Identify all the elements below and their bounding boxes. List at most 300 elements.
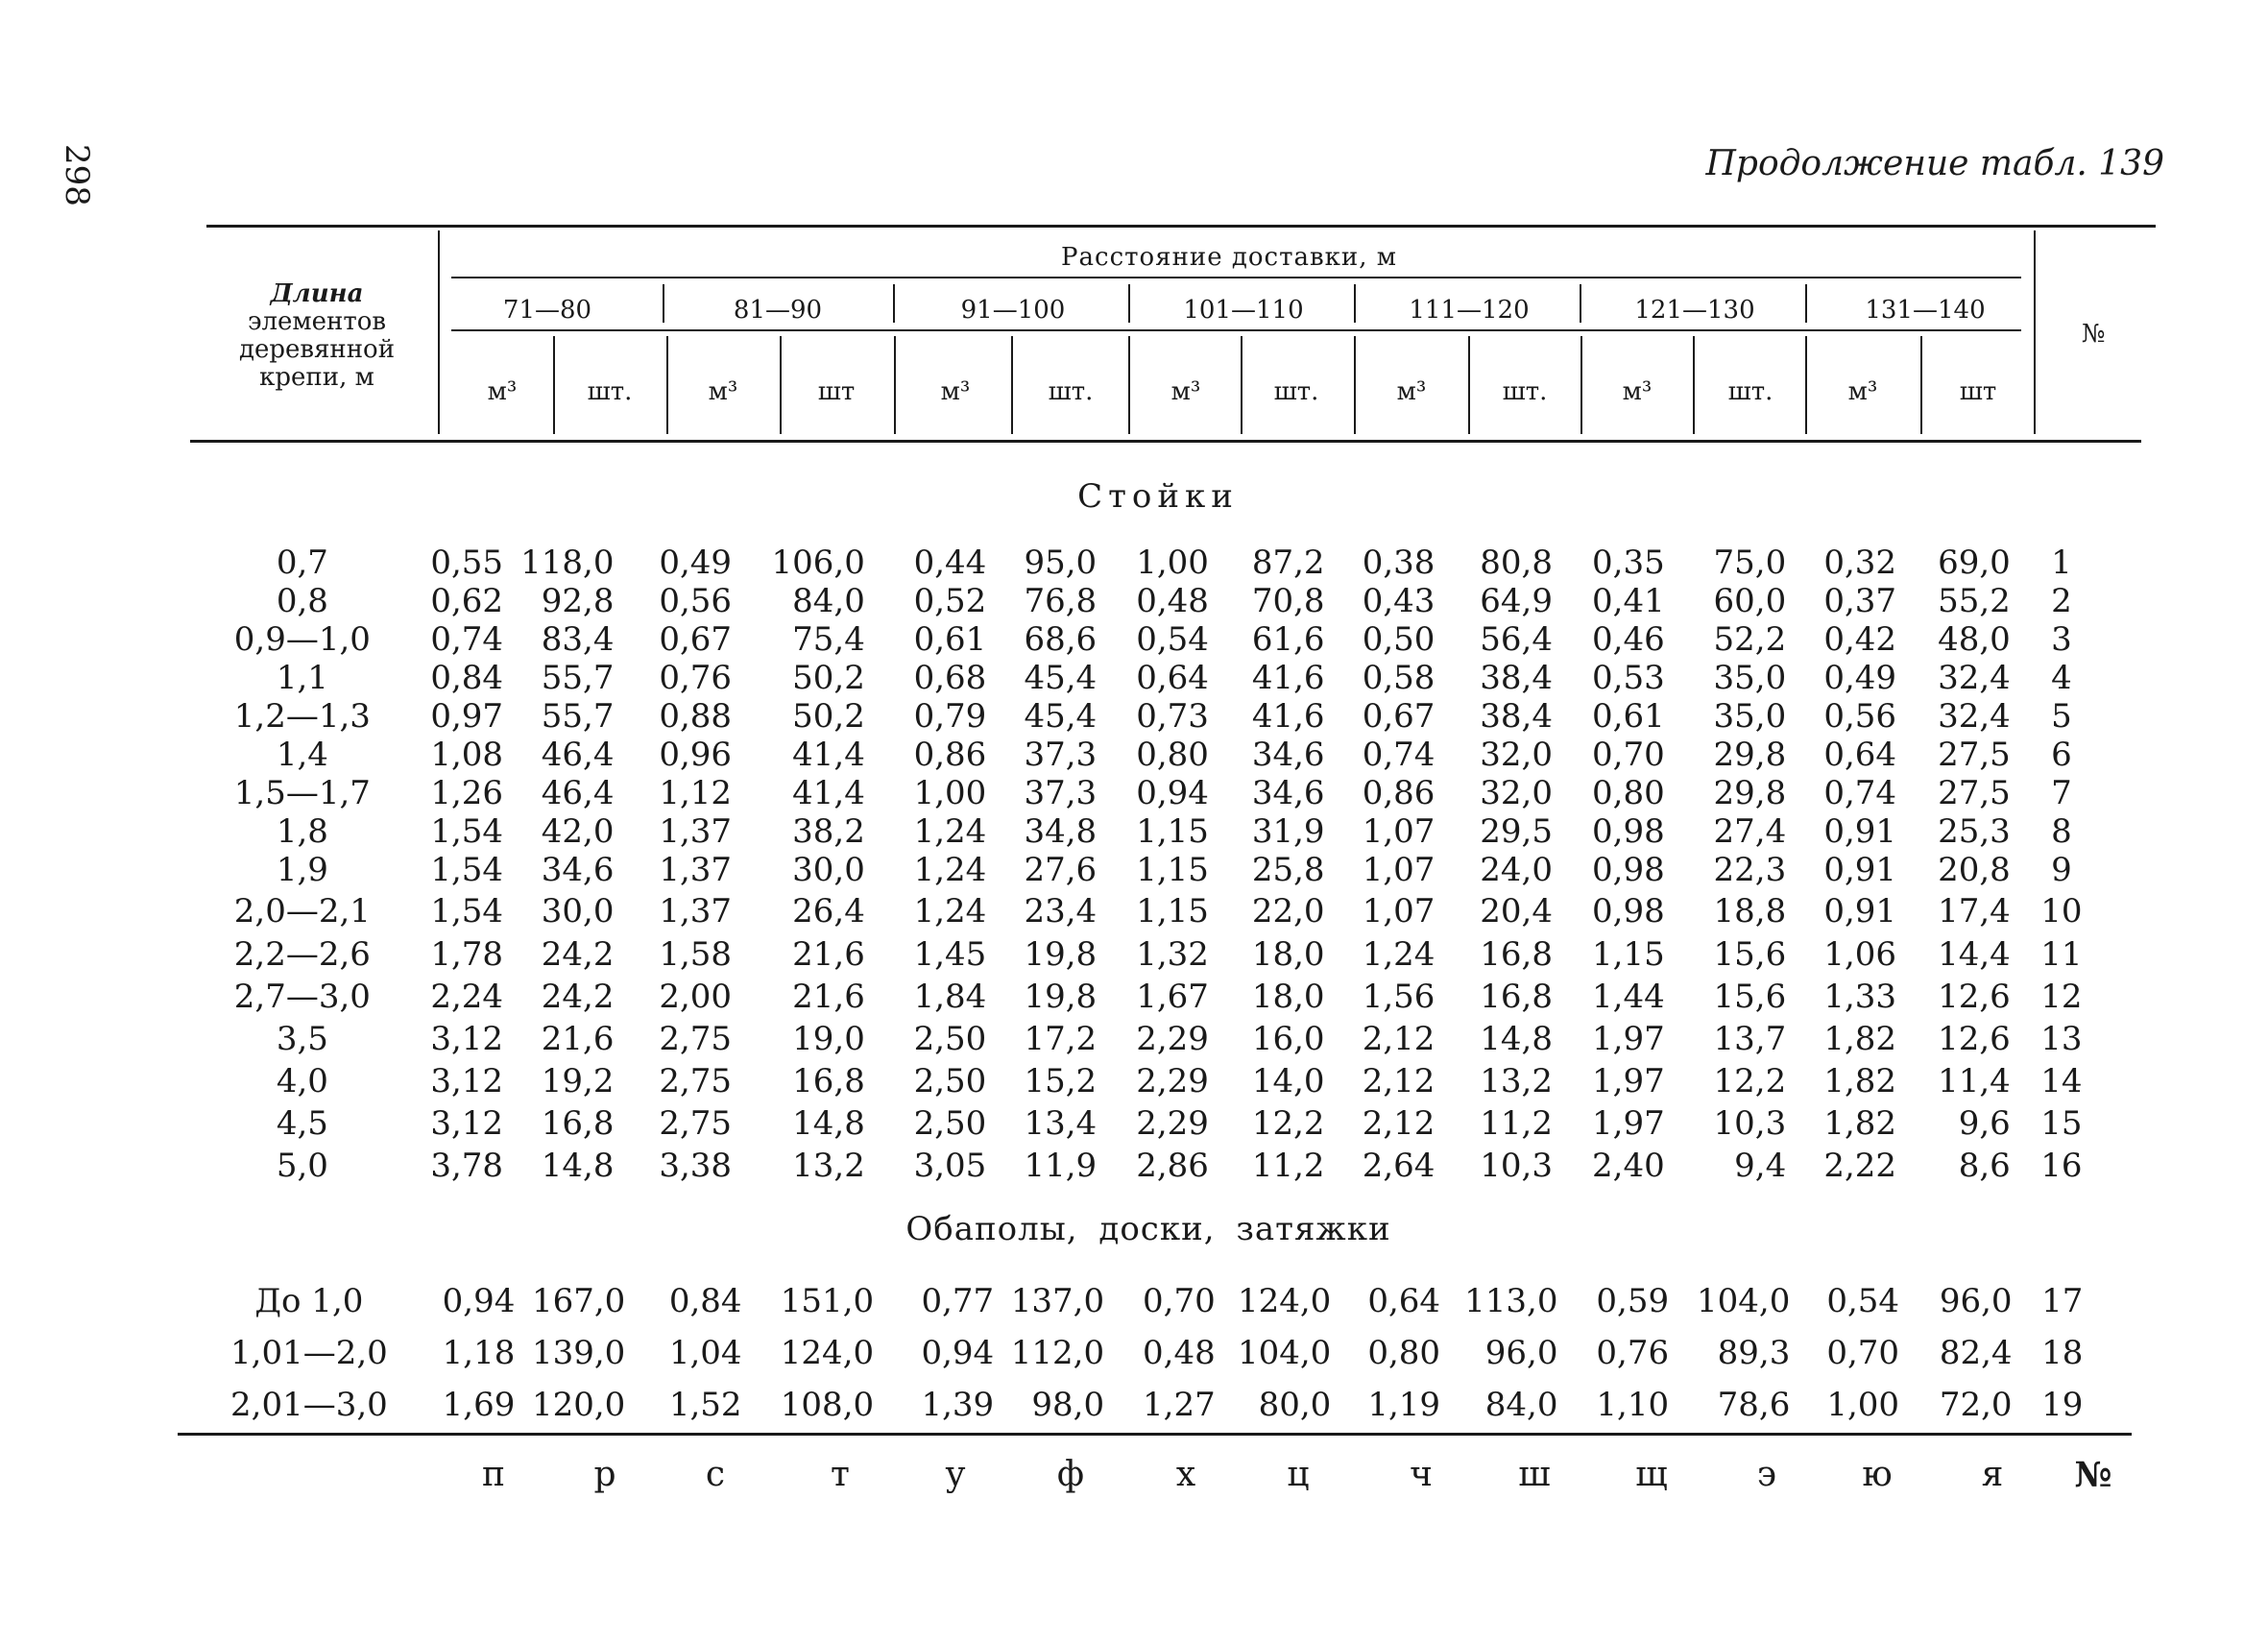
count-cell: 24,2 [541,978,615,1016]
volume-cell: 3,38 [659,1147,733,1185]
table-row [230,976,2112,1018]
count-cell: 27,5 [1938,774,2011,812]
count-cell: 60,0 [1713,582,1787,620]
table-row [230,544,2112,582]
count-cell: 37,3 [1024,736,1098,774]
count-cell: 70,8 [1251,582,1325,620]
volume-cell: 1,52 [668,1386,742,1424]
count-cell: 16,8 [1480,935,1553,974]
count-cell: 124,0 [780,1334,875,1372]
volume-cell: 0,54 [1826,1282,1900,1320]
unit-label: шт. [587,377,633,406]
count-cell: 98,0 [1031,1386,1105,1424]
row-number-cell: 4 [2051,659,2072,697]
volume-cell: 1,12 [659,774,733,812]
length-cell: До 1,0 [254,1282,364,1320]
footer-letter: ю [1862,1455,1893,1494]
volume-cell: 1,84 [913,978,987,1016]
volume-cell: 1,54 [430,812,504,851]
range-label: 131—140 [1865,296,1986,325]
count-cell: 104,0 [1237,1334,1332,1372]
count-cell: 87,2 [1251,544,1325,582]
length-cell: 2,0—2,1 [233,892,371,931]
count-cell: 48,0 [1938,620,2011,659]
volume-cell: 1,10 [1596,1386,1670,1424]
count-cell: 20,8 [1938,851,2011,889]
count-cell: 18,8 [1713,892,1787,931]
volume-cell: 1,54 [430,851,504,889]
unit-separator [1468,336,1470,434]
range-separator [1354,284,1356,323]
count-cell: 29,8 [1713,774,1787,812]
volume-cell: 1,97 [1592,1062,1665,1100]
count-cell: 19,8 [1024,978,1098,1016]
count-cell: 21,6 [541,1020,615,1058]
table-row [230,1379,2112,1431]
count-cell: 15,6 [1713,978,1787,1016]
volume-cell: 0,94 [1136,774,1209,812]
count-cell: 25,8 [1251,851,1325,889]
count-cell: 38,2 [792,812,865,851]
volume-cell: 1,67 [1136,978,1209,1016]
volume-cell: 0,91 [1823,812,1897,851]
unit-separator [894,336,896,434]
volume-cell: 2,29 [1136,1062,1209,1100]
volume-cell: 0,55 [430,544,504,582]
count-cell: 167,0 [531,1282,626,1320]
unit-separator [1354,336,1356,434]
row-number-cell: 9 [2051,851,2072,889]
table-row [230,1275,2112,1327]
volume-cell: 0,94 [442,1282,516,1320]
volume-cell: 0,56 [1823,697,1897,736]
count-cell: 35,0 [1713,659,1787,697]
count-cell: 10,3 [1713,1104,1787,1143]
volume-cell: 2,75 [659,1062,733,1100]
range-separator [1805,284,1807,323]
unit-label: шт [817,377,856,406]
length-cell: 1,8 [276,812,328,851]
volume-cell: 0,76 [1596,1334,1670,1372]
volume-cell: 0,38 [1362,544,1436,582]
volume-cell: 0,94 [921,1334,995,1372]
count-cell: 68,6 [1024,620,1098,659]
count-cell: 104,0 [1697,1282,1791,1320]
length-cell: 3,5 [276,1020,328,1058]
table-row [230,1102,2112,1145]
table-row [230,933,2112,976]
row-number-cell: 1 [2051,544,2072,582]
unit-separator [1241,336,1243,434]
volume-cell: 2,12 [1362,1062,1436,1100]
length-cell: 1,9 [276,851,328,889]
stub-header: Длина элементов деревянной крепи, м [238,279,396,392]
unit-separator [553,336,555,434]
table-row [230,812,2112,851]
count-cell: 37,3 [1024,774,1098,812]
volume-cell: 0,97 [430,697,504,736]
row-number-cell: 7 [2051,774,2072,812]
count-cell: 24,2 [541,935,615,974]
volume-cell: 1,15 [1136,812,1209,851]
section2-table [230,1275,2112,1431]
volume-cell: 0,49 [1823,659,1897,697]
section-title-obapoly: Обаполы, доски, затяжки [905,1210,1391,1248]
length-cell: 0,7 [276,544,328,582]
volume-cell: 1,27 [1143,1386,1216,1424]
volume-cell: 0,80 [1136,736,1209,774]
count-cell: 13,2 [1480,1062,1553,1100]
volume-cell: 1,54 [430,892,504,931]
header-bottom-rule [190,440,2141,443]
count-cell: 120,0 [531,1386,626,1424]
volume-cell: 0,48 [1143,1334,1216,1372]
count-cell: 78,6 [1717,1386,1791,1424]
count-cell: 118,0 [520,544,615,582]
row-number-cell: 17 [2041,1282,2084,1320]
table-row [230,582,2112,620]
table-row [230,659,2112,697]
volume-cell: 1,07 [1362,851,1436,889]
volume-cell: 0,77 [921,1282,995,1320]
row-number-cell: 13 [2040,1020,2083,1058]
count-cell: 16,8 [541,1104,615,1143]
table-row [230,1327,2112,1379]
volume-cell: 1,82 [1823,1104,1897,1143]
length-cell: 4,0 [276,1062,328,1100]
count-cell: 80,8 [1480,544,1553,582]
volume-cell: 2,75 [659,1104,733,1143]
volume-cell: 0,44 [913,544,987,582]
count-cell: 29,5 [1480,812,1553,851]
count-cell: 38,4 [1480,659,1553,697]
no-header: № [2081,320,2106,349]
volume-cell: 1,00 [1136,544,1209,582]
length-cell: 1,1 [276,659,328,697]
row-number-cell: 3 [2051,620,2072,659]
count-cell: 50,2 [792,697,865,736]
count-cell: 16,8 [792,1062,865,1100]
count-cell: 30,0 [541,892,615,931]
count-cell: 64,9 [1480,582,1553,620]
unit-label: шт. [1273,377,1319,406]
volume-cell: 0,42 [1823,620,1897,659]
volume-cell: 0,37 [1823,582,1897,620]
count-cell: 83,4 [541,620,615,659]
volume-cell: 2,40 [1592,1147,1665,1185]
count-cell: 14,8 [792,1104,865,1143]
volume-cell: 3,78 [430,1147,504,1185]
count-cell: 11,4 [1938,1062,2011,1100]
count-cell: 34,6 [541,851,615,889]
count-cell: 45,4 [1024,697,1098,736]
volume-cell: 0,79 [913,697,987,736]
count-cell: 14,0 [1251,1062,1325,1100]
count-cell: 11,2 [1480,1104,1553,1143]
length-cell: 4,5 [276,1104,328,1143]
count-cell: 139,0 [531,1334,626,1372]
volume-cell: 0,70 [1826,1334,1900,1372]
volume-cell: 1,82 [1823,1020,1897,1058]
footer-letter: я [1981,1455,2004,1494]
volume-cell: 0,54 [1136,620,1209,659]
count-cell: 32,0 [1480,774,1553,812]
count-cell: 41,6 [1251,659,1325,697]
unit-separator [1011,336,1013,434]
count-cell: 25,3 [1938,812,2011,851]
footer-letter: № [2074,1455,2112,1495]
volume-cell: 0,73 [1136,697,1209,736]
unit-label: м³ [487,377,518,406]
table-row [230,851,2112,889]
row-number-cell: 11 [2040,935,2083,974]
count-cell: 9,4 [1734,1147,1787,1185]
bottom-rule [178,1433,2132,1436]
count-cell: 19,0 [792,1020,865,1058]
length-cell: 2,2—2,6 [233,935,371,974]
volume-cell: 2,29 [1136,1020,1209,1058]
volume-cell: 0,91 [1823,851,1897,889]
count-cell: 76,8 [1024,582,1098,620]
volume-cell: 1,15 [1592,935,1665,974]
count-cell: 12,2 [1713,1062,1787,1100]
volume-cell: 2,86 [1136,1147,1209,1185]
count-cell: 17,2 [1024,1020,1098,1058]
count-cell: 29,8 [1713,736,1787,774]
count-cell: 22,3 [1713,851,1787,889]
volume-cell: 0,74 [1823,774,1897,812]
range-label: 91—100 [960,296,1066,325]
volume-cell: 1,19 [1367,1386,1441,1424]
count-cell: 17,4 [1938,892,2011,931]
length-cell: 1,5—1,7 [233,774,371,812]
table-row [230,1018,2112,1060]
volume-cell: 0,98 [1592,812,1665,851]
table-row [230,620,2112,659]
count-cell: 34,6 [1251,736,1325,774]
count-cell: 56,4 [1480,620,1553,659]
count-cell: 75,4 [792,620,865,659]
volume-cell: 0,98 [1592,892,1665,931]
count-cell: 32,4 [1938,697,2011,736]
count-cell: 92,8 [541,582,615,620]
table-row [230,889,2112,933]
volume-cell: 1,39 [921,1386,995,1424]
unit-label: шт. [1048,377,1094,406]
count-cell: 13,4 [1024,1104,1098,1143]
count-cell: 61,6 [1251,620,1325,659]
count-cell: 41,4 [792,736,865,774]
count-cell: 26,4 [792,892,865,931]
volume-cell: 1,58 [659,935,733,974]
volume-cell: 1,18 [442,1334,516,1372]
count-cell: 16,8 [1480,978,1553,1016]
volume-cell: 0,86 [913,736,987,774]
unit-label: шт [1959,377,1997,406]
row-number-cell: 15 [2040,1104,2083,1143]
volume-cell: 0,86 [1362,774,1436,812]
volume-cell: 1,07 [1362,892,1436,931]
footer-letter: х [1175,1455,1196,1494]
count-cell: 9,6 [1958,1104,2011,1143]
volume-cell: 1,06 [1823,935,1897,974]
no-border [2034,230,2036,434]
unit-label: м³ [1622,377,1653,406]
unit-label: м³ [1170,377,1201,406]
volume-cell: 2,50 [913,1020,987,1058]
count-cell: 11,9 [1024,1147,1098,1185]
unit-separator [1805,336,1807,434]
count-cell: 8,6 [1958,1147,2011,1185]
count-cell: 82,4 [1939,1334,2013,1372]
volume-cell: 1,32 [1136,935,1209,974]
volume-cell: 2,75 [659,1020,733,1058]
volume-cell: 0,58 [1362,659,1436,697]
unit-separator [1920,336,1922,434]
count-cell: 52,2 [1713,620,1787,659]
volume-cell: 3,12 [430,1062,504,1100]
row-number-cell: 18 [2041,1334,2084,1372]
range-separator [893,284,895,323]
volume-cell: 0,84 [430,659,504,697]
count-cell: 35,0 [1713,697,1787,736]
volume-cell: 0,67 [1362,697,1436,736]
volume-cell: 0,88 [659,697,733,736]
count-cell: 69,0 [1938,544,2011,582]
count-cell: 108,0 [780,1386,875,1424]
volume-cell: 0,70 [1143,1282,1216,1320]
volume-cell: 0,46 [1592,620,1665,659]
count-cell: 41,4 [792,774,865,812]
range-label: 81—90 [733,296,823,325]
footer-letter: э [1756,1455,1777,1494]
range-label: 121—130 [1634,296,1755,325]
count-cell: 38,4 [1480,697,1553,736]
table-row [230,1060,2112,1102]
unit-separator [1580,336,1582,434]
volume-cell: 0,68 [913,659,987,697]
count-cell: 12,6 [1938,1020,2011,1058]
volume-cell: 0,74 [1362,736,1436,774]
count-cell: 12,2 [1251,1104,1325,1143]
volume-cell: 3,05 [913,1147,987,1185]
volume-cell: 1,37 [659,812,733,851]
count-cell: 113,0 [1464,1282,1558,1320]
volume-cell: 2,22 [1823,1147,1897,1185]
volume-cell: 1,24 [1362,935,1436,974]
range-label: 71—80 [502,296,592,325]
footer-letter: п [482,1455,505,1494]
volume-cell: 2,50 [913,1104,987,1143]
row-number-cell: 10 [2040,892,2083,931]
unit-separator [1693,336,1695,434]
footer-letter: щ [1635,1455,1668,1494]
footer-letter: ч [1410,1455,1433,1494]
count-cell: 106,0 [771,544,865,582]
count-cell: 46,4 [541,774,615,812]
volume-cell: 1,04 [668,1334,742,1372]
count-cell: 34,8 [1024,812,1098,851]
range-label: 101—110 [1183,296,1304,325]
count-cell: 96,0 [1484,1334,1558,1372]
volume-cell: 0,59 [1596,1282,1670,1320]
count-cell: 137,0 [1010,1282,1105,1320]
volume-cell: 0,52 [913,582,987,620]
group-title: Расстояние доставки, м [1061,243,1397,272]
volume-cell: 2,29 [1136,1104,1209,1143]
count-cell: 89,3 [1717,1334,1791,1372]
count-cell: 31,9 [1251,812,1325,851]
volume-cell: 1,82 [1823,1062,1897,1100]
volume-cell: 0,35 [1592,544,1665,582]
count-cell: 32,0 [1480,736,1553,774]
volume-cell: 2,64 [1362,1147,1436,1185]
row-number-cell: 16 [2040,1147,2083,1185]
table-row [230,774,2112,812]
range-separator [1128,284,1130,323]
count-cell: 124,0 [1237,1282,1332,1320]
footer-letter: у [945,1455,966,1494]
row-number-cell: 8 [2051,812,2072,851]
unit-label: шт. [1502,377,1548,406]
count-cell: 18,0 [1251,935,1325,974]
volume-cell: 0,67 [659,620,733,659]
volume-cell: 3,12 [430,1020,504,1058]
volume-cell: 1,78 [430,935,504,974]
count-cell: 15,2 [1024,1062,1098,1100]
footer-letter: ш [1518,1455,1551,1494]
volume-cell: 2,12 [1362,1020,1436,1058]
volume-cell: 1,00 [913,774,987,812]
row-number-cell: 14 [2040,1062,2083,1100]
footer-letter: р [593,1455,616,1494]
count-cell: 18,0 [1251,978,1325,1016]
volume-cell: 3,12 [430,1104,504,1143]
volume-cell: 2,00 [659,978,733,1016]
length-cell: 5,0 [276,1147,328,1185]
count-cell: 15,6 [1713,935,1787,974]
length-cell: 0,9—1,0 [233,620,371,659]
count-cell: 84,0 [792,582,865,620]
count-cell: 19,8 [1024,935,1098,974]
volume-cell: 1,37 [659,892,733,931]
volume-cell: 0,43 [1362,582,1436,620]
volume-cell: 0,70 [1592,736,1665,774]
count-cell: 20,4 [1480,892,1553,931]
length-cell: 1,01—2,0 [230,1334,388,1372]
count-cell: 24,0 [1480,851,1553,889]
volume-cell: 0,64 [1367,1282,1441,1320]
count-cell: 21,6 [792,935,865,974]
volume-cell: 0,80 [1367,1334,1441,1372]
top-rule [206,225,2156,228]
footer-letter: ц [1287,1455,1310,1494]
volume-cell: 1,15 [1136,892,1209,931]
unit-label: шт. [1727,377,1773,406]
length-cell: 1,4 [276,736,328,774]
volume-cell: 0,76 [659,659,733,697]
range-separator [1580,284,1581,323]
count-cell: 14,4 [1938,935,2011,974]
table-row [230,1145,2112,1187]
count-cell: 50,2 [792,659,865,697]
length-cell: 2,01—3,0 [230,1386,388,1424]
volume-cell: 1,69 [442,1386,516,1424]
row-number-cell: 19 [2041,1386,2084,1424]
count-cell: 72,0 [1939,1386,2013,1424]
volume-cell: 0,80 [1592,774,1665,812]
volume-cell: 1,15 [1136,851,1209,889]
